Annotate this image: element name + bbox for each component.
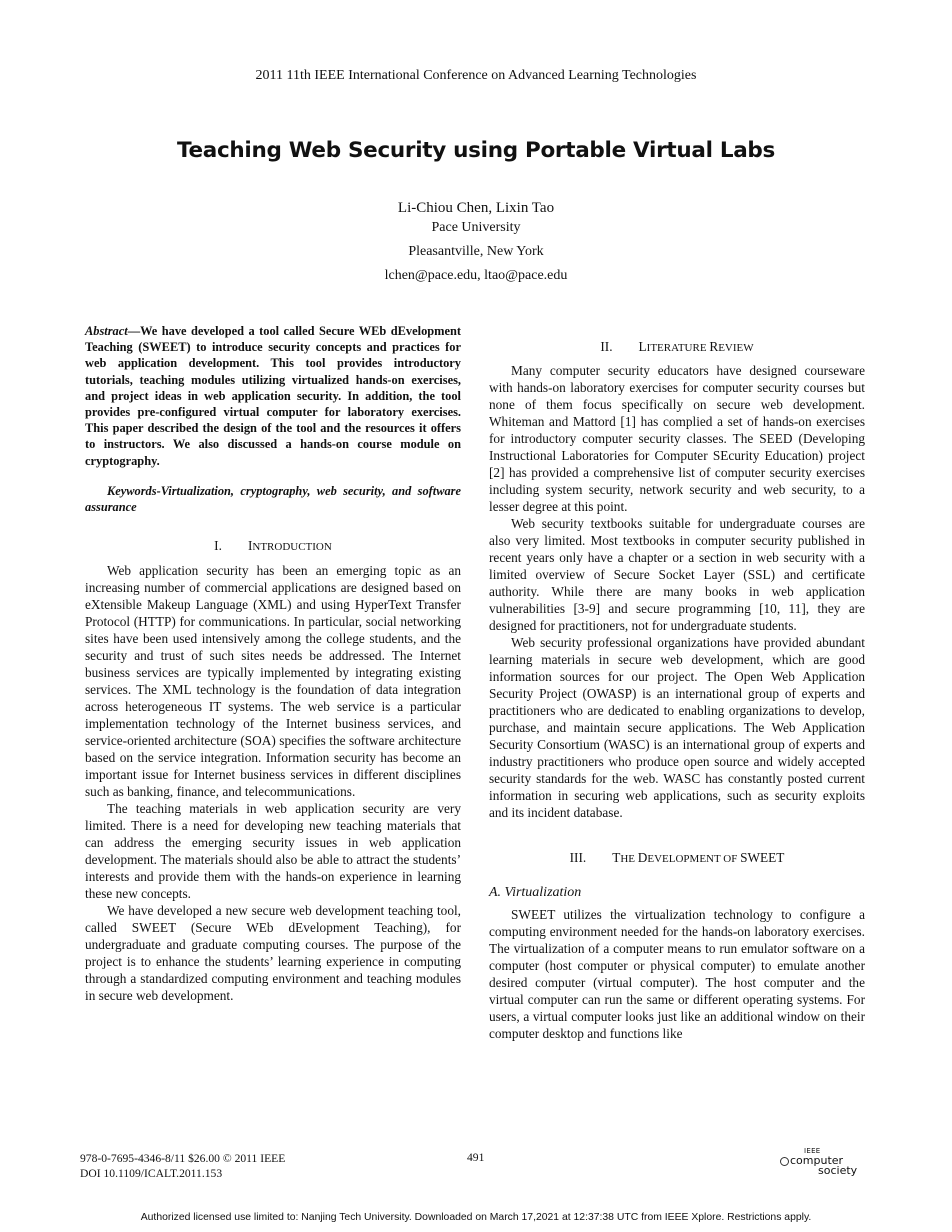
footer-isbn: 978-0-7695-4346-8/11 $26.00 © 2011 IEEE <box>80 1152 286 1165</box>
lit-paragraph-2: Web security textbooks suitable for undergraduate courses are also very limited. Most textbooks in computer security published in recent years only have a chapter or a section in web security with a limited overview of Secure Socket Layer (SSL) and certificate authority. While there are many books in web application vulnerabilities [3-9] and secure programming [10, 11], they are designed for practitioners, not for undergraduate students. <box>489 516 865 633</box>
ieee-computer-society-logo <box>780 1147 860 1177</box>
page-number: 491 <box>467 1151 485 1164</box>
section-number: I. <box>214 538 222 554</box>
section-title-letter: T <box>612 850 621 865</box>
abstract <box>85 323 461 469</box>
lit-paragraph-3: Web security professional organizations have provided abundant learning materials in secure web development, which are good information sources for our project. The Open Web Application Security Project (OWASP) is an international group of experts and practitioners who are dedicated to enabling organizations to develop, purchase, and maintain secure applications. The Web Application Security Consortium (WASC) is an international group of experts and industry practitioners who produce open source and widely accepted security standards for the web. WASC has constantly posted current information in securing web applications, such as security exploits and its incident database. <box>489 635 865 820</box>
section-title-part: ITERATURE <box>646 342 710 354</box>
section-title-letter: L <box>638 339 647 354</box>
affiliation-university: Pace University <box>431 220 521 235</box>
abstract-dash: — <box>127 324 141 338</box>
section-title-letter: D <box>637 850 648 865</box>
license-notice: Authorized licensed use limited to: Nanjing Tech University. Downloaded on March 17,2021 at 12:37:38 UTC from IEEE Xplore. Restrictions apply. <box>140 1212 812 1223</box>
section-heading-introduction <box>85 537 461 556</box>
logo-circle-icon <box>780 1157 789 1166</box>
section-title-rest: NTRODUCTION <box>252 541 332 554</box>
subsection-heading-virtualization: A. Virtualization <box>489 885 582 900</box>
section-heading-literature-review <box>489 338 865 357</box>
logo-computer-text: computer <box>790 1154 844 1167</box>
intro-paragraph-1: Web application security has been an emerging topic as an increasing number of commercial applications are designed based on eXtensible Makeup Language (XML) and using HyperText Transfer Protocol (HTTP) for communications. In particular, social networking sites have been used intensively among the college students, and the security and trust of such sites needs be addressed. The Internet business services are typically implemented by integrating existing services. The XML technology is the foundation of data integration across heterogeneous IT systems. The web service is a particular implementation technology of the Internet business services, and service-oriented architecture (SOA) specifies the software architecture based on the service integration. Information security has become an important issue for Internet business services in different disciplines such as banking, finance, and telecommunications. <box>85 563 461 800</box>
section-title-part: EVIEW <box>718 342 754 354</box>
section-number: II. <box>600 339 613 354</box>
section-title-part: HE <box>620 853 638 865</box>
section-number: III. <box>569 850 587 865</box>
section-heading-development <box>489 849 865 868</box>
left-column <box>85 323 461 1004</box>
logo-society-text: society <box>818 1164 858 1177</box>
affiliation-emails[interactable]: lchen@pace.edu, ltao@pace.edu <box>384 268 568 283</box>
logo-ieee-text: IEEE <box>804 1147 821 1155</box>
paper-authors: Li-Chiou Chen, Lixin Tao <box>397 200 555 216</box>
footer-doi: DOI 10.1109/ICALT.2011.153 <box>80 1167 223 1180</box>
section-title-part: EVELOPMENT OF <box>647 853 741 865</box>
conference-header: 2011 11th IEEE International Conference on Advanced Learning Technologies <box>255 68 697 83</box>
lit-paragraph-1: Many computer security educators have designed courseware with hands-on laboratory exercises for computer security courses but none of them focus specifically on secure web development. Whiteman and Mattord [1] has complied a set of hands-on exercises for introductory computer security classes. The SEED (Developing Instructional Laboratories for Computer SEcurity Education) project [2] has provided a comprehensive list of computer security exercises including system security, network security and web security, to a lesser degree at this point. <box>489 363 865 514</box>
keywords: Keywords-Virtualization, cryptography, web security, and software assurance <box>85 483 461 515</box>
abstract-label: Abstract <box>85 324 128 338</box>
section-title-part: SWEET <box>740 850 785 865</box>
footer-publication-info <box>80 1151 285 1181</box>
intro-paragraph-2: The teaching materials in web application security are very limited. There is a need for developing new teaching materials that can address the emerging security issues in web application development. The materials should also be able to attract the students’ interests and provide them with the hands-on experience in learning these new concepts. <box>85 801 461 902</box>
right-column <box>489 338 865 1042</box>
abstract-text: We have developed a tool called Secure WEb dEvelopment Teaching (SWEET) to introduce security concepts and practices for web application development. This tool provides introductory tutorials, teaching modules utilizing virtualized hands-on exercises, and project ideas in web application security. In addition, the tool provides pre-configured virtual computer for laboratory exercises. This paper described the design of the tool and the resources it offers to instructors. We also discussed a hands-on course module on cryptography. <box>85 324 461 468</box>
section-title-first-letter: I <box>247 538 253 554</box>
intro-paragraph-3: We have developed a new secure web development teaching tool, called SWEET (Secure WEb dEvelopment Teaching), for undergraduate and graduate computing courses. The purpose of the project is to enhance the students’ learning experience in computing through a standardized computing environment and teaching modules in secure web development. <box>85 903 461 1004</box>
affiliation-location: Pleasantville, New York <box>408 244 544 259</box>
section-title-letter: R <box>709 339 719 354</box>
dev-paragraph-1: SWEET utilizes the virtualization technology to configure a computing environment needed for the hands-on laboratory exercises. The virtualization of a computer means to run emulator software on a computer (host computer or physical computer) to emulate another desired computer (virtual computer). The host computer and the virtual computer can run the same or different operating systems. For users, a virtual computer looks just like an additional window on their computer desktop and functions like <box>489 907 865 1041</box>
paper-title: Teaching Web Security using Portable Virtual Labs <box>176 138 776 163</box>
